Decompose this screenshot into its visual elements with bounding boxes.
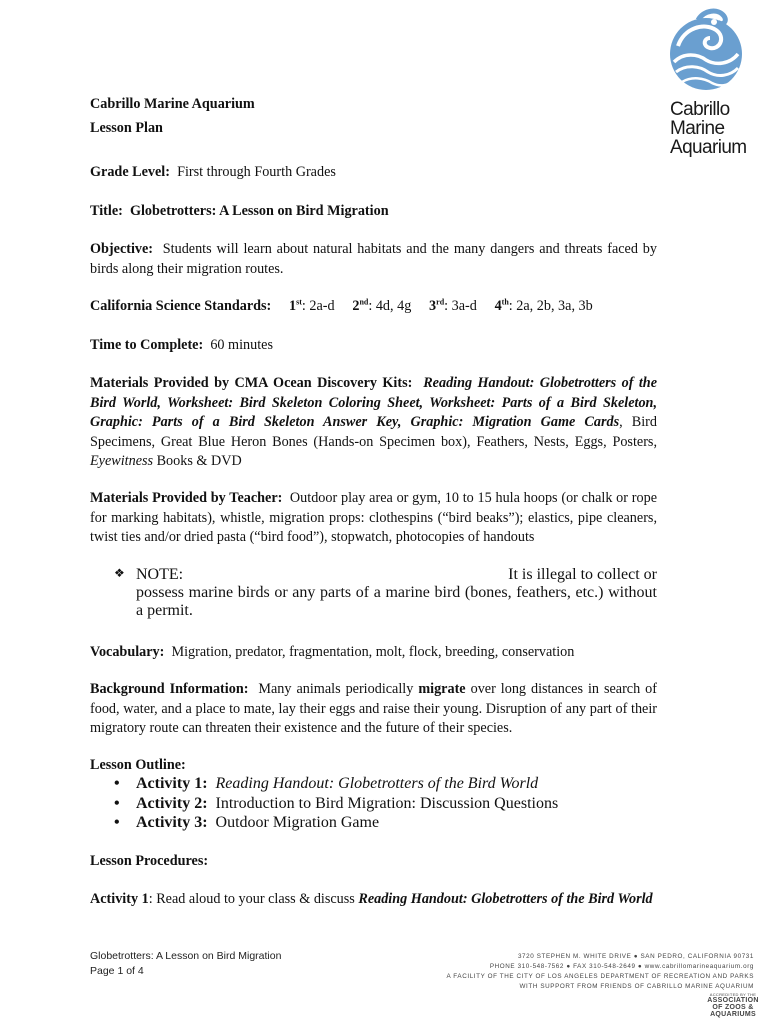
standard-grade-2: 2nd: 4d, 4g xyxy=(352,297,412,314)
org-heading: Cabrillo Marine Aquarium xyxy=(90,96,255,112)
standard-grade-1: 1st: 2a-d xyxy=(289,297,335,314)
materials-teacher-text: Outdoor play area or gym, 10 to 15 hula hoops (or chalk or rope for marking habitats), whistle, migration props: clothespins (“bird beaks”); elastics, pipe cleaners, twist ties and/or dried pasta (“bird food”), stopwatch, photocopies of handouts xyxy=(90,490,657,545)
vocabulary-label: Vocabulary: xyxy=(90,644,165,660)
accred-line-3: AQUARIUMS xyxy=(710,1011,756,1018)
materials-kit-specimens: , Bird Specimens, Great Blue Heron Bones (Hands-on Specimen box), Feathers, Nests, Eggs, Posters, xyxy=(90,414,657,450)
materials-kit xyxy=(90,374,657,472)
time-label: Time to Complete: xyxy=(90,337,204,353)
bullet-icon: • xyxy=(114,794,120,812)
logo-wordmark xyxy=(670,100,747,157)
logo-line-1: Cabrillo xyxy=(670,99,730,120)
science-standards xyxy=(90,297,657,317)
outline-item: • Activity 2: Introduction to Bird Migration: Discussion Questions xyxy=(114,794,559,812)
outline-item: • Activity 1: Reading Handout: Globetrotters of the Bird World xyxy=(114,775,539,792)
footer-doc-title: Globetrotters: A Lesson on Bird Migration xyxy=(90,950,282,962)
background-info xyxy=(90,680,657,739)
accred-line-1: ASSOCIATION xyxy=(707,997,759,1004)
footer-address-block xyxy=(447,952,755,992)
note-callout xyxy=(114,566,657,620)
cabrillo-logo xyxy=(664,8,762,168)
accred-small-text: ACCREDITED BY THE xyxy=(709,992,757,997)
materials-kit-tail: Books & DVD xyxy=(156,453,242,469)
logo-line-3: Aquarium xyxy=(670,137,747,158)
materials-kit-label: Materials Provided by CMA Ocean Discovery Kits: xyxy=(90,375,413,391)
doc-type-heading: Lesson Plan xyxy=(90,120,163,136)
background-label: Background Information: xyxy=(90,681,249,697)
footer-address: 3720 STEPHEN M. WHITE DRIVE ● SAN PEDRO, CALIFORNIA 90731 xyxy=(517,953,754,960)
materials-kit-items: Reading Handout: Globetrotters of the Bird World, Worksheet: Bird Skeleton Coloring Sheet, Worksheet: Parts of a Bird Skeleton, Graphic: Parts of a Bird Skeleton Answer Key, Graphic: Migration Game Cards xyxy=(90,375,657,430)
activity-1-label: Activity 1 xyxy=(90,891,149,907)
procedures-heading: Lesson Procedures: xyxy=(90,853,209,869)
objective-text: Students will learn about natural habitats and the many dangers and threats faced by birds along their migration routes. xyxy=(90,241,657,277)
wave-logo-icon xyxy=(668,8,744,96)
time-value: 60 minutes xyxy=(210,337,273,353)
activity-1-instruction: : Read aloud to your class & discuss xyxy=(148,891,355,907)
grade-level xyxy=(90,163,657,183)
background-bold-word: migrate xyxy=(418,681,466,697)
bullet-icon: • xyxy=(114,775,120,792)
background-pre: Many animals periodically xyxy=(258,681,414,697)
diamond-bullet-icon: ❖ xyxy=(114,566,125,580)
vocabulary-text: Migration, predator, fragmentation, molt, flock, breeding, conservation xyxy=(171,644,575,660)
materials-teacher-label: Materials Provided by Teacher: xyxy=(90,490,283,506)
activity-1-handout: Reading Handout: Globetrotters of the Bird World xyxy=(358,891,653,907)
standard-grade-3: 3rd: 3a-d xyxy=(429,297,477,314)
objective xyxy=(90,240,657,279)
footer-facility: A FACILITY OF THE CITY OF LOS ANGELES DEPARTMENT OF RECREATION AND PARKS xyxy=(446,973,754,980)
note-label: NOTE: xyxy=(136,566,184,583)
bullet-icon: • xyxy=(114,814,120,831)
time-to-complete xyxy=(90,336,657,356)
vocabulary xyxy=(90,643,657,663)
standard-grade-4: 4th: 2a, 2b, 3a, 3b xyxy=(494,297,593,314)
footer-left xyxy=(90,949,281,979)
outline-item: • Activity 3: Outdoor Migration Game xyxy=(114,814,380,831)
aza-accreditation-logo xyxy=(706,992,760,1018)
grade-label: Grade Level: xyxy=(90,164,170,180)
grade-value: First through Fourth Grades xyxy=(177,164,336,180)
title-value: Globetrotters: A Lesson on Bird Migration xyxy=(129,203,389,219)
materials-teacher xyxy=(90,489,657,548)
note-first: It is illegal to collect or xyxy=(508,566,657,583)
accred-line-2: OF ZOOS & xyxy=(712,1004,754,1011)
outline-heading: Lesson Outline: xyxy=(90,757,186,773)
footer-support: WITH SUPPORT FROM FRIENDS OF CABRILLO MARINE AQUARIUM xyxy=(519,983,754,990)
footer-page-number: Page 1 of 4 xyxy=(90,965,144,977)
activity-1-text xyxy=(90,890,657,910)
materials-kit-eyewitness: Eyewitness xyxy=(90,453,154,469)
lesson-title xyxy=(90,202,657,222)
background-post: over long distances in search of food, water, and a place to mate, lay their eggs and raise their young. Disruption of any part of their migratory route can threaten their existence and the future of their species. xyxy=(90,681,657,736)
logo-line-2: Marine xyxy=(670,118,725,139)
outline-list xyxy=(114,775,657,834)
objective-label: Objective: xyxy=(90,241,154,257)
title-label: Title: xyxy=(90,203,123,219)
note-rest: possess marine birds or any parts of a marine bird (bones, feathers, etc.) without a permit. xyxy=(136,584,657,619)
standards-label: California Science Standards: xyxy=(90,298,272,314)
footer-contact: PHONE 310-548-7562 ● FAX 310-548-2649 ● www.cabrillomarineaquarium.org xyxy=(489,963,754,970)
